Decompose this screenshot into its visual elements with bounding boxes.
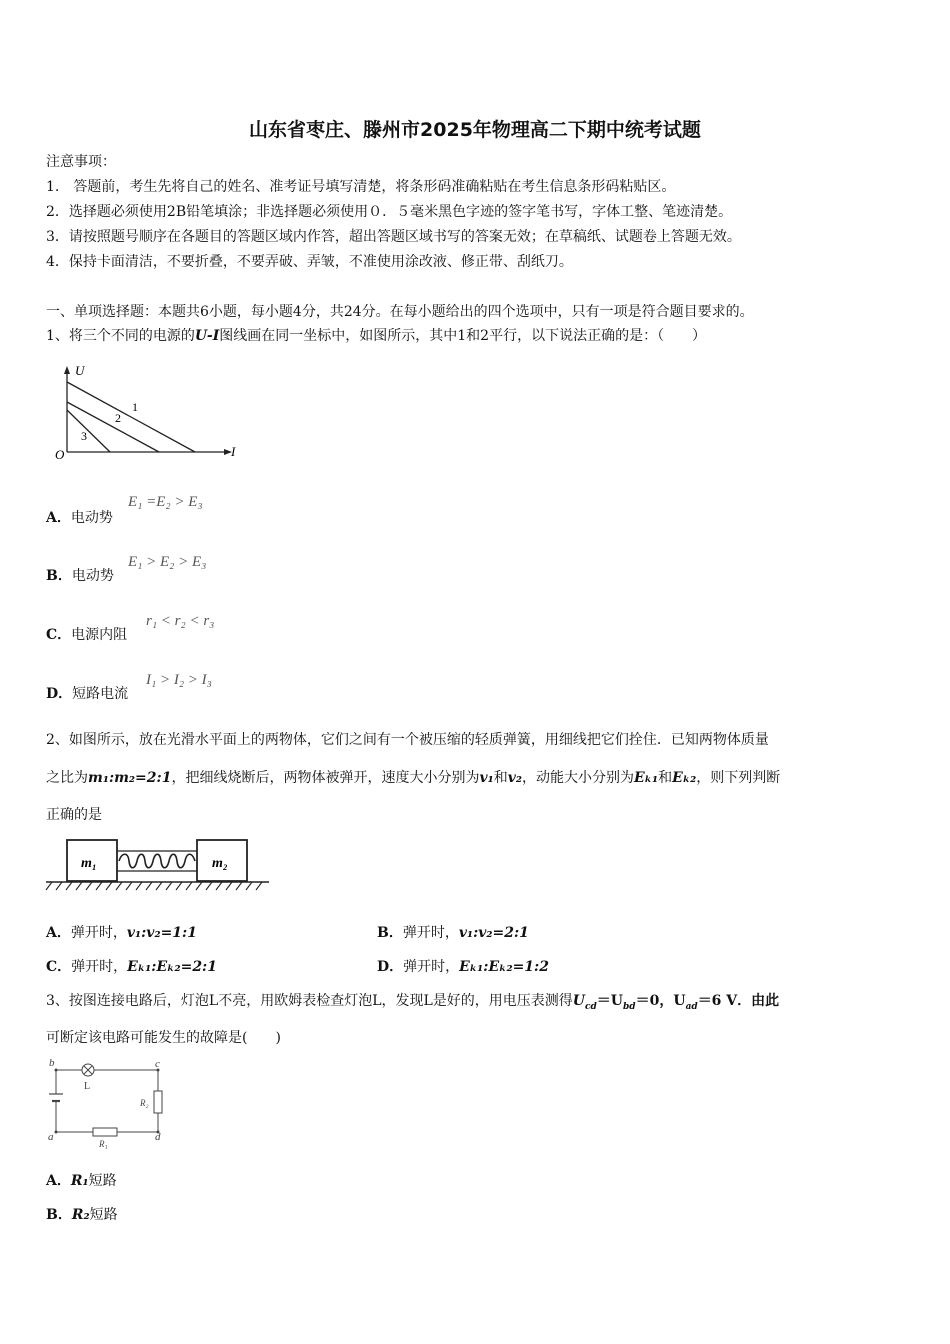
option-symbol: R₂ xyxy=(71,1207,90,1223)
q3-option-b[interactable] xyxy=(46,1206,118,1224)
q2-stem-part: 和 xyxy=(493,770,508,786)
option-letter: D． xyxy=(377,959,404,975)
option-letter: B． xyxy=(46,1207,72,1223)
q1-stem-part: 图线画在同一坐标中，如图所示，其中1和2平行，以下说法正确的是：（ ） xyxy=(219,328,707,344)
q1-option-d-formula: I₁ > I₂ > I₃ xyxy=(146,672,212,688)
page-title: 山东省枣庄、滕州市2025年物理高二下期中统考试题 xyxy=(249,119,701,141)
u-label: U xyxy=(75,363,85,378)
q2-stem-line xyxy=(46,769,780,787)
m1-label: m₁ xyxy=(81,856,97,871)
label-d: d xyxy=(155,1131,161,1143)
option-letter: A． xyxy=(46,510,71,526)
q2-stem-line: 2、如图所示，放在光滑水平面上的两物体，它们之间有一个被压缩的轻质弹簧，用细线把它们拴住．已知两物体质量 xyxy=(46,732,769,748)
u-axis-arrow xyxy=(64,366,70,374)
ground-hatch xyxy=(46,882,262,890)
q3-option-a[interactable] xyxy=(46,1172,117,1190)
section-heading: 一、单项选择题：本题共6小题，每小题4分，共24分。在每小题给出的四个选项中，只有一项是符合题目要求的。 xyxy=(46,304,754,320)
option-text: 电动势 xyxy=(70,510,113,526)
q2-stem-part: 和 xyxy=(658,770,673,786)
q2-option-c[interactable] xyxy=(46,958,217,976)
label-r1: R₁ xyxy=(99,1139,108,1149)
q2-ek1: Eₖ₁ xyxy=(634,770,659,786)
q1-stem xyxy=(46,327,706,345)
option-letter: A． xyxy=(46,1173,71,1189)
option-letter: A． xyxy=(46,925,71,941)
q3-eq: ＝6 V．由此 xyxy=(697,993,780,1009)
option-letter: D． xyxy=(46,686,73,702)
q2-stem-part: 之比为 xyxy=(46,770,88,786)
node-a xyxy=(55,1131,58,1134)
option-text: 弹开时， xyxy=(70,925,127,941)
option-text: 弹开时， xyxy=(402,925,459,941)
origin-label: O xyxy=(55,447,65,462)
option-text: 短路电流 xyxy=(72,686,129,702)
q1-option-b-formula: E₁ > E₂ > E₃ xyxy=(128,554,207,570)
q1-option-c[interactable] xyxy=(46,626,127,644)
notice-item: 3．请按照题号顺序在各题目的答题区域内作答，超出答题区域书写的答案无效；在草稿纸、试题卷上答题无效。 xyxy=(46,229,741,245)
q1-option-c-formula: r₁ < r₂ < r₃ xyxy=(146,613,215,629)
option-text: 弹开时， xyxy=(71,959,128,975)
label-r2: R₂ xyxy=(140,1098,149,1108)
resistor-r1 xyxy=(93,1128,117,1136)
q3-circuit xyxy=(44,1058,174,1150)
q3-eq-sub: bd xyxy=(623,1001,636,1012)
notice-heading: 注意事项： xyxy=(46,154,116,170)
q2-stem-part: ，把细线烧断后，两物体被弹开，速度大小分别为 xyxy=(171,770,480,786)
line-2 xyxy=(67,402,159,452)
option-value: Eₖ₁:Eₖ₂=2:1 xyxy=(127,959,217,975)
notice-item: 2．选择题必须使用2B铅笔填涂；非选择题必须使用０．５毫米黑色字迹的签字笔书写，字体工整、笔迹清楚。 xyxy=(46,204,733,220)
q3-stem-part: 3、按图连接电路后，灯泡L不亮，用欧姆表检查灯泡L，发现L是好的，用电压表测得 xyxy=(46,993,573,1009)
q1-ui-symbol: U-I xyxy=(194,328,220,344)
m2-label: m₂ xyxy=(212,856,228,871)
q1-option-a-formula: E₁ =E₂ > E₃ xyxy=(128,494,203,510)
q3-eq: ＝U xyxy=(596,993,624,1009)
option-letter: B． xyxy=(377,925,403,941)
q1-ui-graph xyxy=(50,360,250,465)
q2-v2: v₂ xyxy=(507,770,523,786)
spring xyxy=(119,854,195,868)
q1-option-b[interactable] xyxy=(46,567,114,585)
q3-eq: ＝0，U xyxy=(635,993,686,1009)
q3-eq-sub: ad xyxy=(685,1001,698,1012)
option-letter: B． xyxy=(46,568,72,584)
line-label: 1 xyxy=(132,400,138,414)
option-letter: C． xyxy=(46,627,72,643)
resistor-r2 xyxy=(154,1091,162,1113)
q2-stem-part: ，则下列判断 xyxy=(696,770,781,786)
q2-option-a[interactable] xyxy=(46,924,197,942)
q2-ek2: Eₖ₂ xyxy=(672,770,697,786)
q2-v1: v₁ xyxy=(479,770,494,786)
option-value: Eₖ₁:Eₖ₂=1:2 xyxy=(459,959,549,975)
option-letter: C． xyxy=(46,959,72,975)
line-3 xyxy=(67,410,110,452)
q1-option-d[interactable] xyxy=(46,685,128,703)
option-value: v₁:v₂=1:1 xyxy=(126,925,197,941)
label-a: a xyxy=(48,1131,54,1143)
option-symbol: R₁ xyxy=(70,1173,89,1189)
option-text: 电源内阻 xyxy=(71,627,128,643)
q3-stem-line xyxy=(46,992,779,1016)
option-text: 短路 xyxy=(88,1173,117,1189)
option-text: 电动势 xyxy=(71,568,114,584)
option-value: v₁:v₂=2:1 xyxy=(458,925,529,941)
q2-mass-ratio: m₁:m₂=2:1 xyxy=(88,770,172,786)
q2-option-b[interactable] xyxy=(377,924,529,942)
notice-item: 4．保持卡面清洁，不要折叠，不要弄破、弄皱，不准使用涂改液、修正带、刮纸刀。 xyxy=(46,254,573,270)
q1-option-a[interactable] xyxy=(46,509,113,527)
notice-item: 1. 答题前，考生先将自己的姓名、准考证号填写清楚，将条形码准确粘贴在考生信息条形码粘贴区。 xyxy=(46,179,676,195)
line-label: 3 xyxy=(81,429,87,443)
q2-option-d[interactable] xyxy=(377,958,549,976)
q1-stem-part: 1、将三个不同的电源的 xyxy=(46,328,195,344)
label-lamp: L xyxy=(84,1081,91,1092)
i-label: I xyxy=(231,444,236,459)
option-text: 短路 xyxy=(89,1207,118,1223)
q3-stem-line: 可断定该电路可能发生的故障是( ) xyxy=(46,1030,281,1046)
q2-stem-line: 正确的是 xyxy=(46,807,102,823)
node-b xyxy=(55,1069,58,1072)
q2-spring-figure xyxy=(44,838,272,893)
q2-stem-part: ，动能大小分别为 xyxy=(522,770,635,786)
q3-eq: U xyxy=(572,993,586,1009)
label-b: b xyxy=(49,1058,55,1069)
q3-eq-sub: cd xyxy=(585,1001,597,1012)
line-label: 2 xyxy=(115,411,121,425)
option-text: 弹开时， xyxy=(403,959,460,975)
label-c: c xyxy=(155,1058,160,1070)
